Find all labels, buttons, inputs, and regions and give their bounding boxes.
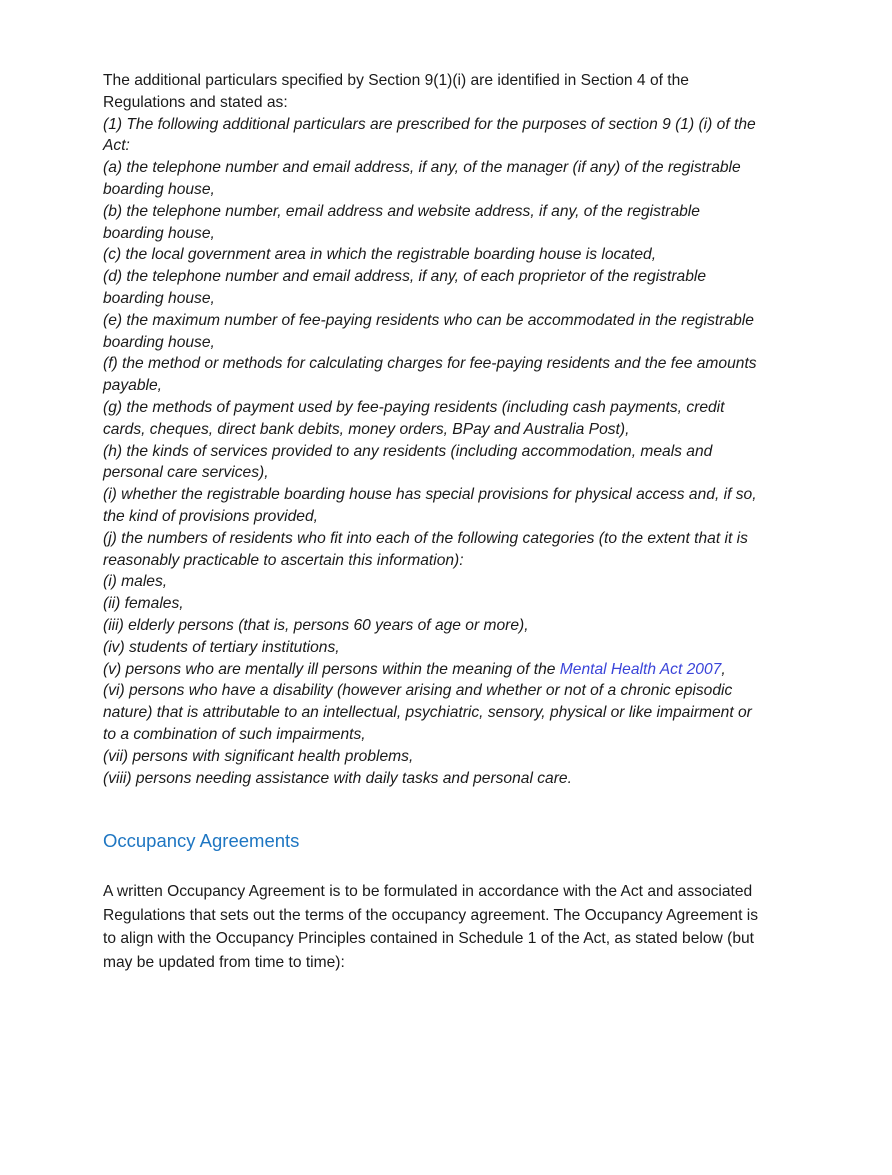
list-item: (c) the local government area in which the registrable boarding house is located,	[103, 246, 657, 264]
list-item: (j) the numbers of residents who fit into each of the following categories (to the extent that it is reasonably practicable to ascertain this information):	[103, 529, 748, 569]
list-item: (f) the method or methods for calculating charges for fee-paying residents and the fee amounts payable,	[103, 355, 757, 395]
list-item: (b) the telephone number, email address and website address, if any, of the registrable boarding house,	[103, 202, 700, 242]
list-item-v	[103, 659, 763, 681]
list-item: (vi) persons who have a disability (however arising and whether or not of a chronic episodic nature) that is attributable to an intellectual, psychiatric, sensory, physical or like impairment or to a combination of such impairments,	[103, 682, 752, 743]
list-item: (iii) elderly persons (that is, persons 60 years of age or more),	[103, 616, 529, 634]
list-item: (d) the telephone number and email address, if any, of each proprietor of the registrable boarding house,	[103, 268, 707, 307]
list-item: (ii) females,	[103, 595, 184, 613]
list-item: (iv) students of tertiary institutions,	[103, 638, 340, 656]
item-v-suffix: ,	[721, 660, 726, 678]
mental-health-act-link[interactable]: Mental Health Act 2007	[559, 660, 722, 678]
list-item: (e) the maximum number of fee-paying residents who can be accommodated in the registrable boarding house,	[103, 311, 754, 351]
list-item: (h) the kinds of services provided to any residents (including accommodation, meals and personal care services),	[103, 442, 713, 482]
list-item: (a) the telephone number and email address, if any, of the manager (if any) of the registrable boarding house,	[103, 159, 741, 198]
list-item: (1) The following additional particulars are prescribed for the purposes of section 9 (1) (i) of the Act:	[103, 115, 756, 155]
document-page	[103, 70, 763, 974]
list-item: (vii) persons with significant health problems,	[103, 747, 414, 765]
list-item: (i) whether the registrable boarding house has special provisions for physical access and, if so, the kind of provisions provided,	[103, 486, 757, 525]
item-v-prefix: (v) persons who are mentally ill persons within the meaning of the	[103, 660, 560, 678]
section-heading: Occupancy Agreements	[103, 830, 300, 852]
list-item: (viii) persons needing assistance with daily tasks and personal care.	[103, 769, 572, 787]
intro-paragraph: The additional particulars specified by Section 9(1)(i) are identified in Section 4 of the Regulations and stated as:	[103, 72, 689, 111]
occupancy-paragraph: A written Occupancy Agreement is to be formulated in accordance with the Act and associated Regulations that sets out the terms of the occupancy agreement. The Occupancy Agreement is to align with the Occupancy Principles contained in Schedule 1 of the Act, as stated below (but may be updated from time to time):	[103, 883, 759, 971]
list-item: (g) the methods of payment used by fee-paying residents (including cash payments, credit cards, cheques, direct bank debits, money orders, BPay and Australia Post),	[103, 398, 725, 438]
particulars-list	[103, 114, 763, 790]
list-item: (i) males,	[103, 573, 168, 591]
